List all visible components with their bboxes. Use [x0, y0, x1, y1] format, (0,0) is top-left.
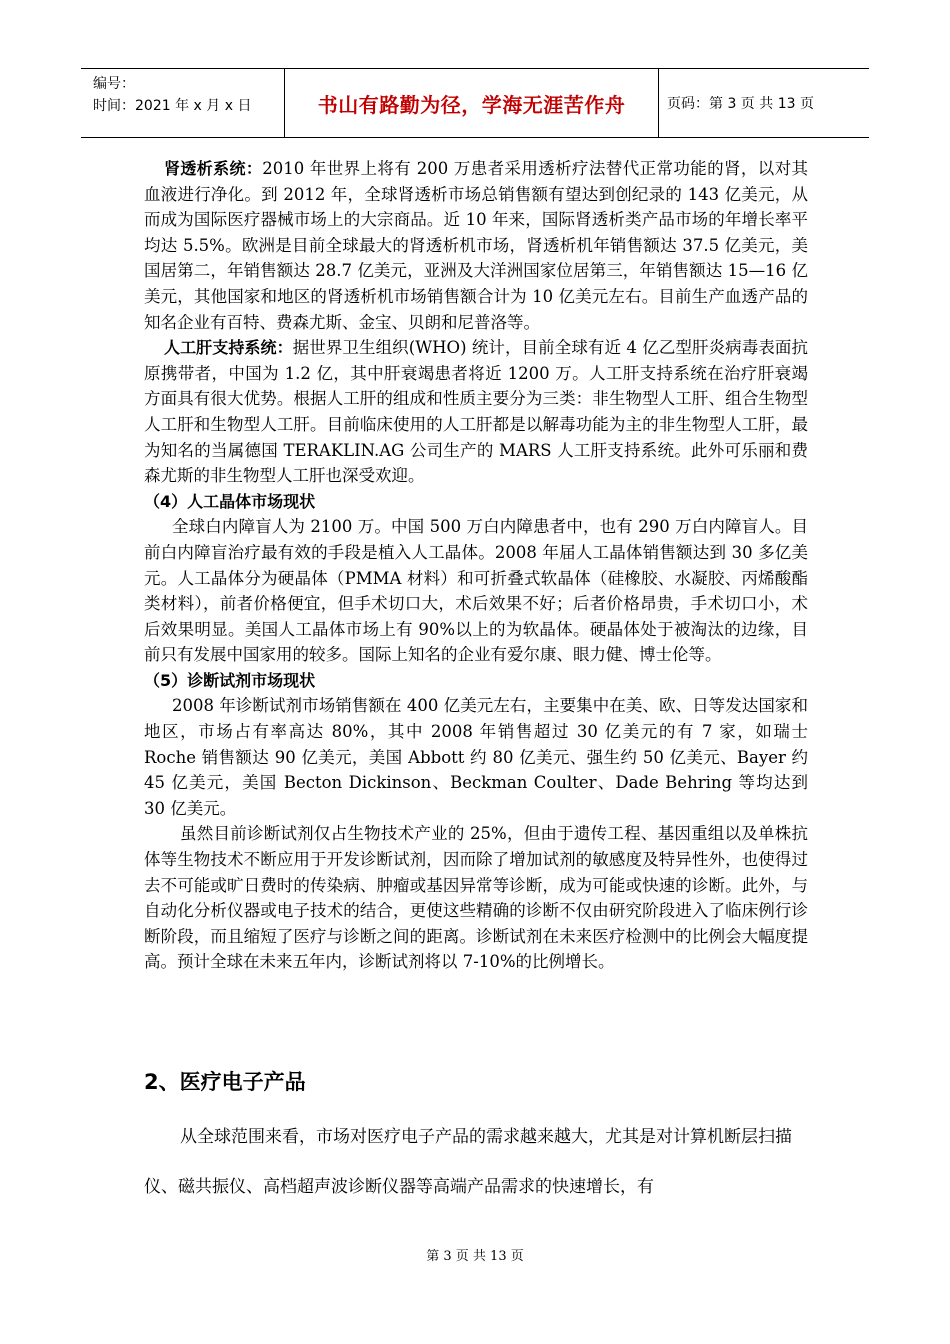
document-number: 编号：: [93, 76, 135, 92]
liver-lead: 人工肝支持系统：: [164, 338, 293, 358]
document-date: 时间：2021 年 x 月 x 日: [93, 98, 252, 114]
header-motto-cell: [285, 69, 659, 137]
header-page-cell: [659, 69, 869, 137]
header-page-number: 页码：第 3 页 共 13 页: [667, 96, 814, 112]
section-body: [144, 1112, 808, 1212]
page-footer: 第 3 页 共 13 页: [426, 1249, 524, 1264]
dialysis-lead: 肾透析系统：: [164, 159, 263, 178]
header-motto: 书山有路勤为径，学海无涯苦作舟: [317, 92, 626, 117]
header-meta: [81, 69, 285, 137]
section-title: 2、医疗电子产品: [144, 1070, 306, 1094]
paragraph-diagnostics-sales: 2008 年诊断试剂市场销售额在 400 亿美元左右，主要集中在美、欧、日等发达国家和地区，市场占有率高达 80%，其中 2008 年销售超过 30 亿美元的有 7 家，如瑞士 Roche 销售额达 90 亿美元，美国 Abbott 约 80 亿美元、强生约 50 亿美元、Bayer 约 45 亿美元，美国 Becton Dickinson、Beckman Coulter、Dade Behring 等均达到 30 亿美元。: [144, 696, 808, 818]
paragraph-electronics: 从全球范围来看，市场对医疗电子产品的需求越来越大，尤其是对计算机断层扫描仪、磁共振仪、高档超声波诊断仪器等高端产品需求的快速增长，有: [144, 1127, 792, 1197]
liver-text: 据世界卫生组织(WHO) 统计，目前全球有近 4 亿乙型肝炎病毒表面抗原携带者，中国为 1.2 亿，其中肝衰竭患者将近 1200 万。人工肝支持系统在治疗肝衰竭方面具有很大优势。根据人工肝的组成和性质主要分为三类：非生物型人工肝、组合生物型人工肝和生物型人工肝。目前临床使用的人工肝都是以解毒功能为主的非生物型人工肝，最为知名的当属德国 TERAKLIN.AG 公司生产的 MARS 人工肝支持系统。此外可乐丽和费森尤斯的非生物型人工肝也深受欢迎。: [144, 338, 808, 486]
body-text: [144, 156, 808, 975]
paragraph-diagnostics-outlook: 虽然目前诊断试剂仅占生物技术产业的 25%，但由于遗传工程、基因重组以及单株抗体等生物技术不断应用于开发诊断试剂，因而除了增加试剂的敏感度及特异性外，也使得过去不可能或旷日费时的传染病、肿瘤或基因异常等诊断，成为可能或快速的诊断。此外，与自动化分析仪器或电子技术的结合，更使这些精确的诊断不仅由研究阶段进入了临床例行诊断阶段，而且缩短了医疗与诊断之间的距离。诊断试剂在未来医疗检测中的比例会大幅度提高。预计全球在未来五年内，诊断试剂将以 7-10%的比例增长。: [144, 824, 808, 972]
dialysis-text: 2010 年世界上将有 200 万患者采用透析疗法替代正常功能的肾，以对其血液进行净化。到 2012 年，全球肾透析市场总销售额有望达到创纪录的 143 亿美元，从而成为国际医疗器械市场上的大宗商品。近 10 年来，国际肾透析类产品市场的年增长率平均达 5.5%。欧洲是目前全球最大的肾透析机市场，肾透析机年销售额达 37.5 亿美元，美国居第二，年销售额达 28.7 亿美元，亚洲及大洋洲国家位居第三，年销售额达 15—16 亿美元，其他国家和地区的肾透析机市场销售额合计为 10 亿美元左右。目前生产血透产品的知名企业有百特、费森尤斯、金宝、贝朗和尼普洛等。: [144, 159, 808, 332]
page-header: [81, 68, 869, 138]
subheading-diagnostics: （5）诊断试剂市场现状: [144, 670, 316, 690]
paragraph-lens: 全球白内障盲人为 2100 万。中国 500 万白内障患者中，也有 290 万白内障盲人。目前白内障盲治疗最有效的手段是植入人工晶体。2008 年届人工晶体销售额达到 30 多亿美元。人工晶体分为硬晶体（PMMA 材料）和可折叠式软晶体（硅橡胶、水凝胶、丙烯酸酯类材料），前者价格便宜，但手术切口大，术后效果不好；后者价格昂贵，手术切口小，术后效果明显。美国人工晶体市场上有 90%以上的为软晶体。硬晶体处于被淘汰的边缘，目前只有发展中国家用的较多。国际上知名的企业有爱尔康、眼力健、博士伦等。: [144, 517, 808, 665]
paragraph-dialysis: [144, 156, 808, 335]
paragraph-liver: [144, 335, 808, 489]
subheading-lens: （4）人工晶体市场现状: [144, 491, 316, 511]
